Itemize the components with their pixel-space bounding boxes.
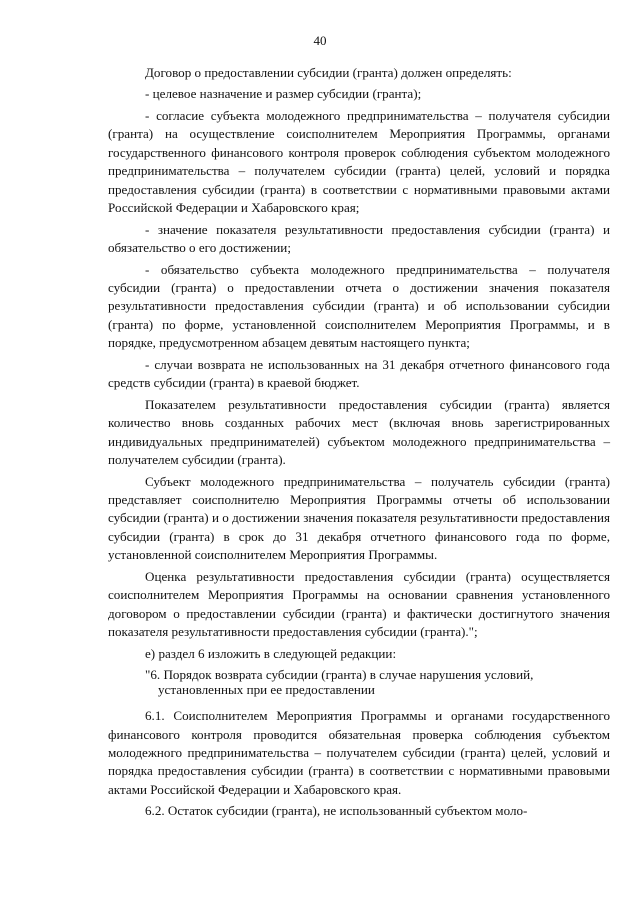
paragraph-evaluation: Оценка результативности предоставления субсидии (гранта) осуществляется соисполнителем Мероприятия Программы на основании сравнения установленного договором о предоставлении субсидии (гранта) и фактически достигнутого значения показателя результативности предоставления субсидии (гранта)."; [108,568,610,640]
paragraph-reporting: Субъект молодежного предпринимательства – получатель субсидии (гранта) представляет соисполнителю Мероприятия Программы отчеты об использовании субсидии (гранта) и о достижении значения показателя результативности предоставления субсидии (гранта) в срок до 31 декабря отчетного финансового года по форме, установленной соисполнителем Мероприятия Программы. [108,473,610,563]
section-heading-line2: установленных при ее предоставлении [158,682,375,698]
section-heading [108,667,610,697]
paragraph-6-2: 6.2. Остаток субсидии (гранта), не использованный субъектом моло- [145,803,528,819]
paragraph-intro: Договор о предоставлении субсидии (гранта) должен определять: [145,65,512,80]
list-item-refund-cases: - случаи возврата не использованных на 31 декабря отчетного финансового года средств субсидии (гранта) в краевой бюджет. [108,356,610,391]
document-body [108,64,610,824]
section-heading-line1: "6. Порядок возврата субсидии (гранта) в случае нарушения условий, [145,667,534,683]
paragraph-indicator: Показателем результативности предоставления субсидии (гранта) является количество вновь созданных рабочих мест (включая вновь зарегистрированных индивидуальных предпринимателей) субъектом молодежного предпринимательства – получателем субсидии (гранта). [108,396,610,468]
list-item-purpose: - целевое назначение и размер субсидии (гранта); [145,86,422,102]
list-item-consent: - согласие субъекта молодежного предпринимательства – получателя субсидии (гранта) на осуществление соисполнителем Мероприятия Программы, органами государственного финансового контроля проверок соблюдения субъектом молодежного предпринимательства – получателем субсидии (гранта) целей, условий и порядка предоставления субсидии (гранта) в соответствии с нормативными правовыми актами Российской Федерации и Хабаровского края; [108,107,610,216]
list-item-indicator: - значение показателя результативности предоставления субсидии (гранта) и обязательство о его достижении; [108,221,610,256]
paragraph-section-change: е) раздел 6 изложить в следующей редакции: [145,645,397,661]
list-item-report-obligation: - обязательство субъекта молодежного предпринимательства – получателя субсидии (гранта) о предоставлении отчета о достижении значения показателя результативности предоставления субсидии (гранта) и об использовании субсидии (гранта) по форме, установленной соисполнителем Мероприятия Программы, и в порядке, предусмотренном абзацем девятым настоящего пункта; [108,261,610,351]
paragraph-6-1: 6.1. Соисполнителем Мероприятия Программы и органами государственного финансового контроля проводится обязательная проверка соблюдения субъектом молодежного предпринимательства – получателем субсидии (гранта) целей, условий и порядка предоставления субсидии (гранта) в соответствии с нормативными правовыми актами Российской Федерации и Хабаровского края. [108,708,610,797]
page-number: 40 [313,33,327,48]
